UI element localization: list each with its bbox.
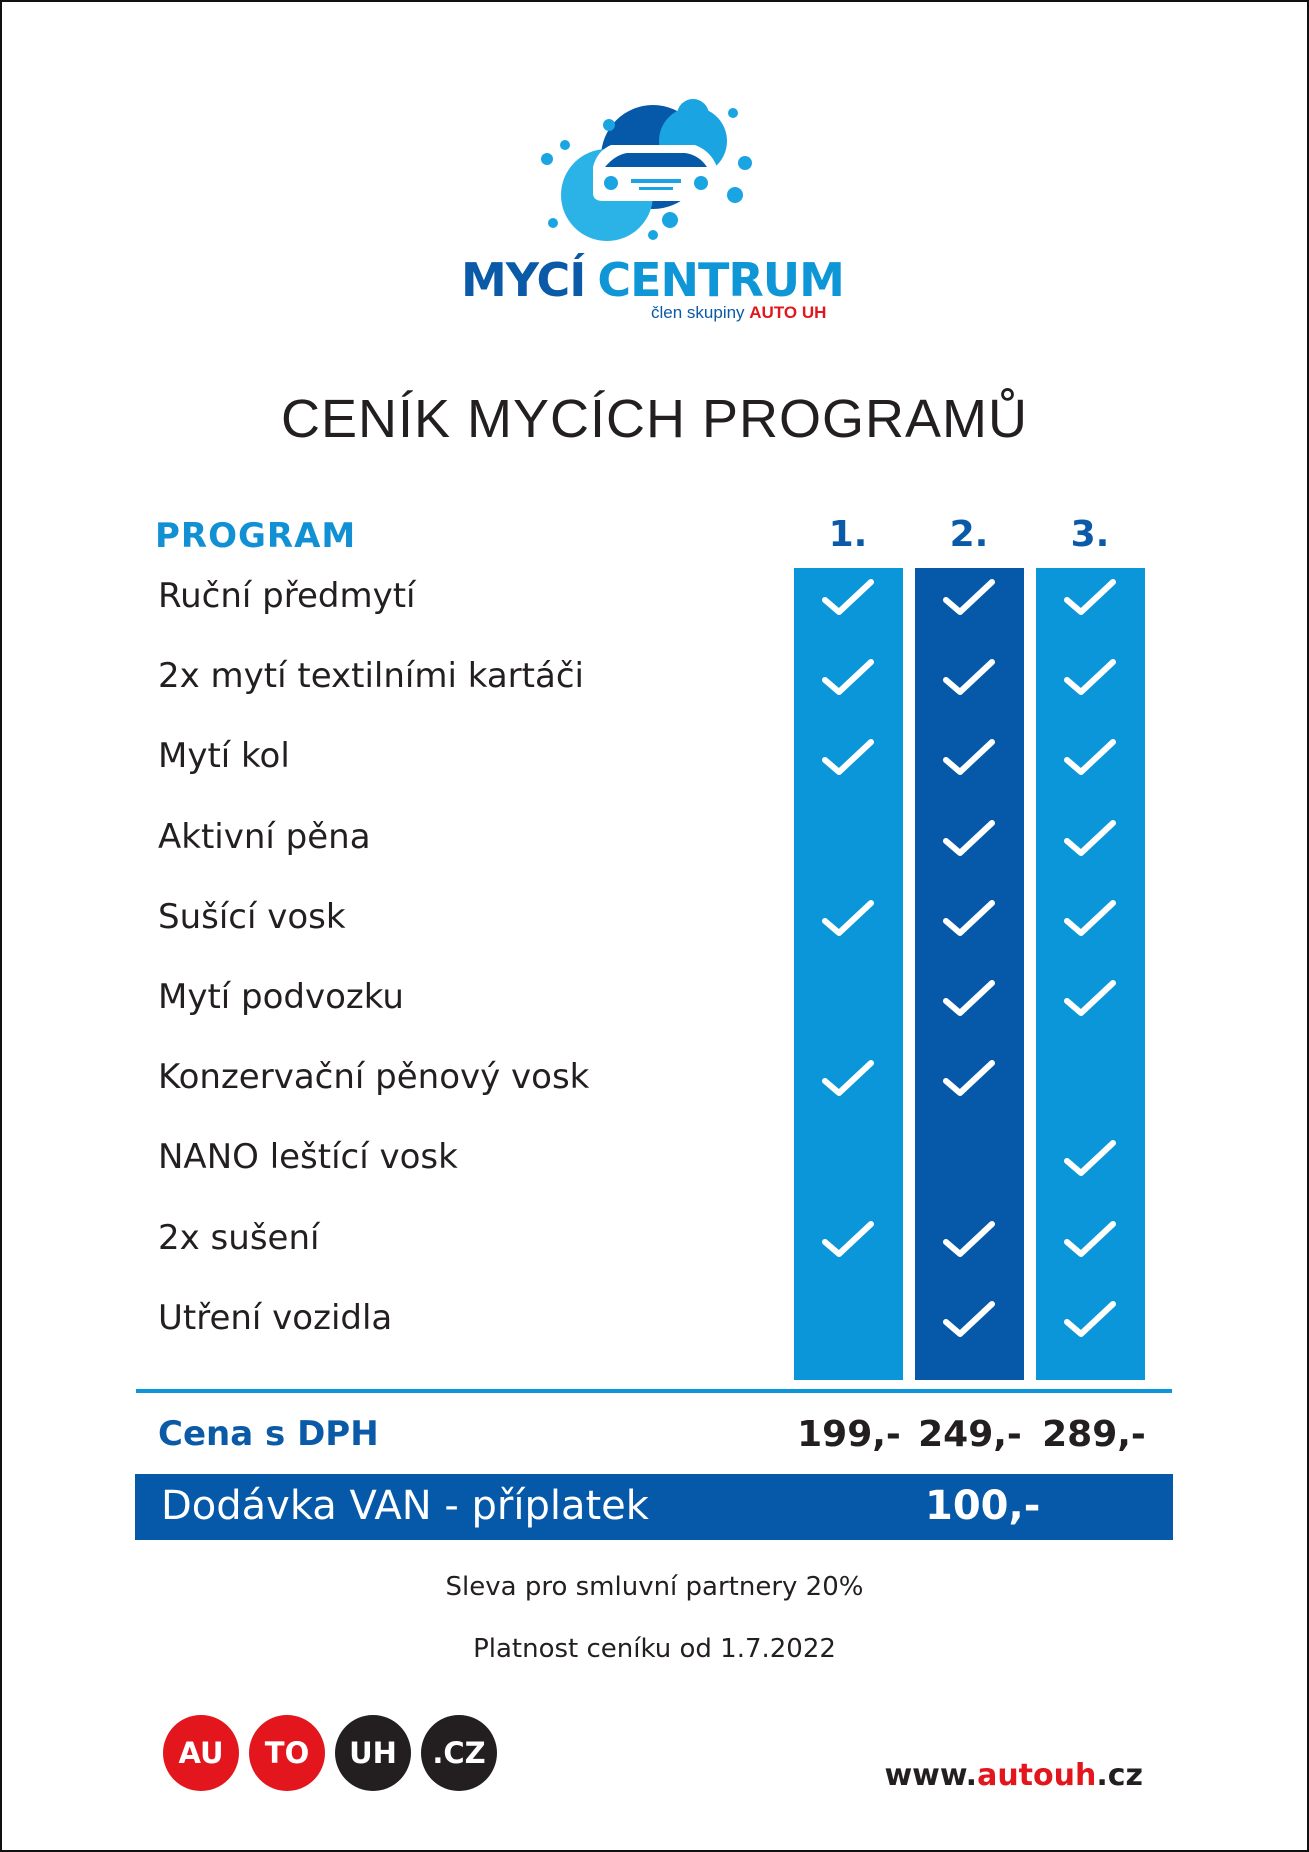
autouh-logo-circle-au: AU bbox=[163, 1715, 239, 1791]
row-label: Mytí kol bbox=[158, 736, 290, 777]
checkmark-icon bbox=[942, 819, 996, 859]
checkmark-icon bbox=[1063, 979, 1117, 1019]
program-header: PROGRAM bbox=[155, 516, 357, 556]
van-surcharge-bar bbox=[135, 1474, 1173, 1540]
row-label: Aktivní pěna bbox=[158, 816, 371, 857]
checkmark-icon bbox=[1063, 738, 1117, 778]
checkmark-icon bbox=[942, 658, 996, 698]
row-label: Utření vozidla bbox=[158, 1297, 393, 1338]
checkmark-icon bbox=[821, 738, 875, 778]
brand-word-1: MYCÍ bbox=[461, 253, 586, 307]
checkmark-icon bbox=[821, 578, 875, 618]
checkmark-icon bbox=[1063, 1139, 1117, 1179]
checkmark-icon bbox=[821, 1059, 875, 1099]
member-prefix: člen skupiny bbox=[651, 303, 750, 322]
brand-name bbox=[461, 253, 844, 307]
row-label: 2x sušení bbox=[158, 1217, 320, 1258]
website-link[interactable] bbox=[884, 1758, 1143, 1793]
member-of-group bbox=[651, 303, 826, 323]
autouh-logo-circle-to: TO bbox=[249, 1715, 325, 1791]
checkmark-icon bbox=[942, 1300, 996, 1340]
autouh-logo-circle-cz: .CZ bbox=[421, 1715, 497, 1791]
column-header-1: 1. bbox=[828, 514, 868, 555]
autouh-logo-circle-uh: UH bbox=[335, 1715, 411, 1791]
column-header-2: 2. bbox=[949, 514, 989, 555]
discount-note: Sleva pro smluvní partnery 20% bbox=[445, 1572, 864, 1602]
mycí-centrum-logo bbox=[455, 95, 855, 325]
price-label: Cena s DPH bbox=[158, 1414, 379, 1454]
checkmark-icon bbox=[1063, 658, 1117, 698]
checkmark-icon bbox=[821, 899, 875, 939]
checkmark-icon bbox=[1063, 899, 1117, 939]
checkmark-icon bbox=[942, 899, 996, 939]
checkmark-icon bbox=[821, 658, 875, 698]
page-title: CENÍK MYCÍCH PROGRAMŮ bbox=[280, 389, 1029, 449]
row-label: Konzervační pěnový vosk bbox=[158, 1057, 590, 1098]
validity-note: Platnost ceníku od 1.7.2022 bbox=[473, 1634, 836, 1664]
web-highlight: autouh bbox=[977, 1758, 1097, 1793]
web-suffix: .cz bbox=[1096, 1758, 1143, 1793]
van-surcharge-price: 100,- bbox=[925, 1483, 1041, 1529]
checkmark-icon bbox=[942, 738, 996, 778]
member-group: AUTO UH bbox=[749, 303, 827, 322]
checkmark-icon bbox=[1063, 1300, 1117, 1340]
row-label: Sušící vosk bbox=[158, 896, 346, 937]
brand-word-2: CENTRUM bbox=[597, 253, 844, 307]
row-label: Ruční předmytí bbox=[158, 576, 416, 616]
checkmark-icon bbox=[1063, 1220, 1117, 1260]
van-surcharge-label: Dodávka VAN - příplatek bbox=[161, 1483, 649, 1529]
checkmark-icon bbox=[942, 1220, 996, 1260]
checkmark-icon bbox=[942, 979, 996, 1019]
row-label: Mytí podvozku bbox=[158, 977, 404, 1017]
checkmark-icon bbox=[942, 1059, 996, 1099]
checkmark-icon bbox=[1063, 819, 1117, 859]
web-prefix: www. bbox=[884, 1758, 978, 1793]
price-program-3: 289,- bbox=[1042, 1414, 1146, 1455]
row-label: NANO leštící vosk bbox=[158, 1137, 458, 1178]
checkmark-icon bbox=[942, 578, 996, 618]
column-header-3: 3. bbox=[1070, 514, 1110, 555]
divider-line bbox=[136, 1389, 1172, 1393]
car-wash-bubbles-icon bbox=[535, 95, 775, 245]
price-program-2: 249,- bbox=[918, 1414, 1022, 1455]
checkmark-icon bbox=[821, 1220, 875, 1260]
checkmark-icon bbox=[1063, 578, 1117, 618]
price-program-1: 199,- bbox=[797, 1414, 901, 1455]
row-label: 2x mytí textilními kartáči bbox=[158, 656, 584, 697]
